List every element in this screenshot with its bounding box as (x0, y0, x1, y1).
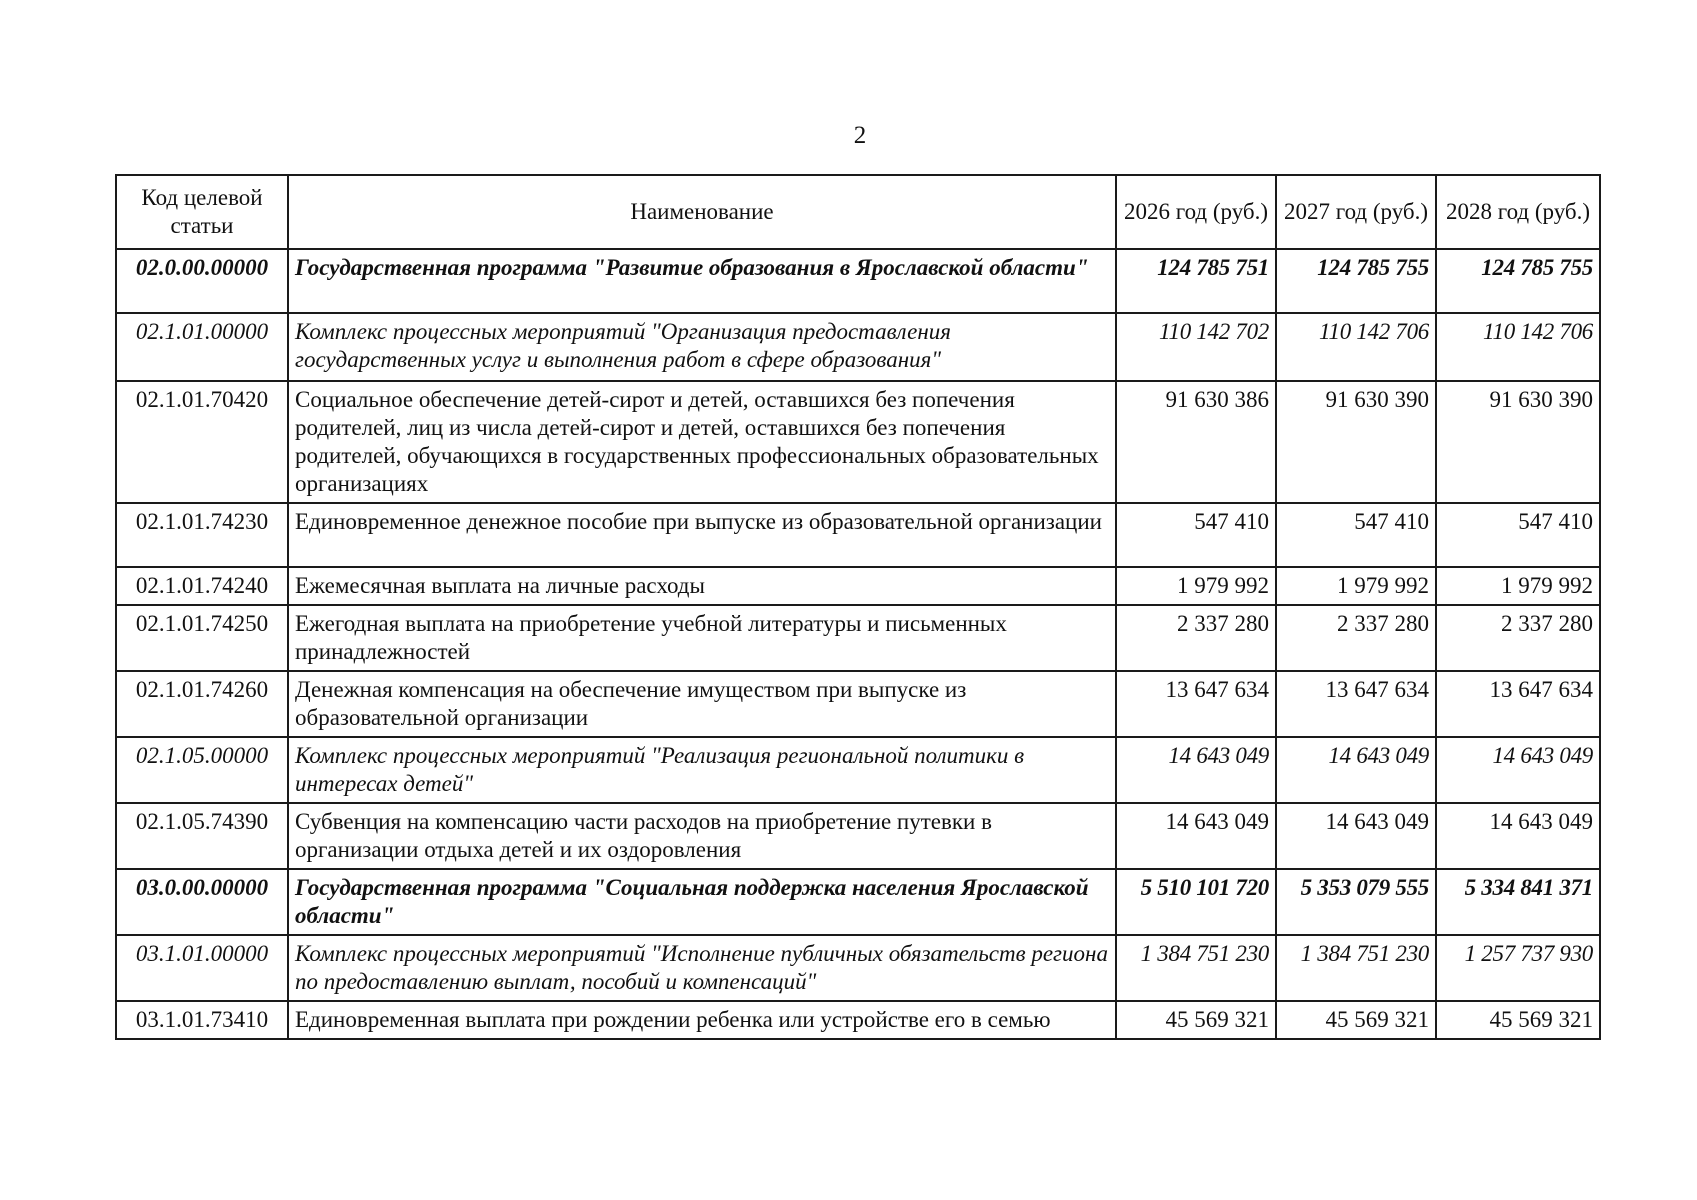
cell-name: Ежегодная выплата на приобретение учебной литературы и письменных принадлежностей (288, 605, 1116, 671)
cell-2026: 124 785 751 (1116, 249, 1276, 313)
cell-name: Государственная программа "Социальная поддержка населения Ярославской области" (288, 869, 1116, 935)
table-row (116, 671, 1600, 737)
cell-2026: 5 510 101 720 (1116, 869, 1276, 935)
table-row (116, 567, 1600, 605)
cell-name: Социальное обеспечение детей-сирот и детей, оставшихся без попечения родителей, лиц из числа детей-сирот и детей, оставшихся без попечения родителей, обучающихся в государственных профессиональных образовательных организациях (288, 381, 1116, 503)
cell-code: 02.1.01.74260 (116, 671, 288, 737)
cell-2028: 1 257 737 930 (1436, 935, 1600, 1001)
cell-2028: 547 410 (1436, 503, 1600, 567)
cell-2026: 1 979 992 (1116, 567, 1276, 605)
cell-name: Единовременная выплата при рождении ребенка или устройстве его в семью (288, 1001, 1116, 1039)
cell-name: Комплекс процессных мероприятий "Реализация региональной политики в интересах детей" (288, 737, 1116, 803)
cell-2026: 2 337 280 (1116, 605, 1276, 671)
cell-2028: 13 647 634 (1436, 671, 1600, 737)
budget-table (115, 174, 1601, 1040)
cell-2026: 45 569 321 (1116, 1001, 1276, 1039)
cell-2026: 14 643 049 (1116, 737, 1276, 803)
page-number: 2 (853, 122, 867, 149)
header-code: Код целевой статьи (116, 175, 288, 249)
cell-2028: 5 334 841 371 (1436, 869, 1600, 935)
cell-code: 02.1.01.74230 (116, 503, 288, 567)
cell-code: 03.1.01.00000 (116, 935, 288, 1001)
cell-code: 02.1.05.74390 (116, 803, 288, 869)
table-header (116, 175, 1600, 249)
cell-2026: 13 647 634 (1116, 671, 1276, 737)
cell-2027: 2 337 280 (1276, 605, 1436, 671)
cell-2027: 124 785 755 (1276, 249, 1436, 313)
table-row (116, 803, 1600, 869)
cell-code: 03.1.01.73410 (116, 1001, 288, 1039)
cell-2027: 110 142 706 (1276, 313, 1436, 381)
cell-2026: 14 643 049 (1116, 803, 1276, 869)
cell-code: 02.0.00.00000 (116, 249, 288, 313)
cell-2027: 1 979 992 (1276, 567, 1436, 605)
cell-name: Субвенция на компенсацию части расходов на приобретение путевки в организации отдыха детей и их оздоровления (288, 803, 1116, 869)
cell-2027: 13 647 634 (1276, 671, 1436, 737)
header-year-2028: 2028 год (руб.) (1436, 175, 1600, 249)
table-row (116, 935, 1600, 1001)
table-row (116, 1001, 1600, 1039)
cell-2028: 2 337 280 (1436, 605, 1600, 671)
cell-code: 02.1.01.70420 (116, 381, 288, 503)
cell-code: 02.1.05.00000 (116, 737, 288, 803)
cell-2028: 124 785 755 (1436, 249, 1600, 313)
cell-2027: 91 630 390 (1276, 381, 1436, 503)
cell-code: 02.1.01.74240 (116, 567, 288, 605)
cell-2028: 45 569 321 (1436, 1001, 1600, 1039)
table-body (116, 249, 1600, 1039)
cell-name: Комплекс процессных мероприятий "Организация предоставления государственных услуг и выполнения работ в сфере образования" (288, 313, 1116, 381)
cell-name: Комплекс процессных мероприятий "Исполнение публичных обязательств региона по предоставлению выплат, пособий и компенсаций" (288, 935, 1116, 1001)
header-year-2027: 2027 год (руб.) (1276, 175, 1436, 249)
cell-code: 02.1.01.00000 (116, 313, 288, 381)
cell-2028: 1 979 992 (1436, 567, 1600, 605)
cell-2027: 5 353 079 555 (1276, 869, 1436, 935)
cell-name: Единовременное денежное пособие при выпуске из образовательной организации (288, 503, 1116, 567)
cell-name: Государственная программа "Развитие образования в Ярославской области" (288, 249, 1116, 313)
cell-2027: 547 410 (1276, 503, 1436, 567)
cell-2028: 91 630 390 (1436, 381, 1600, 503)
table-row (116, 503, 1600, 567)
cell-2026: 1 384 751 230 (1116, 935, 1276, 1001)
cell-2027: 45 569 321 (1276, 1001, 1436, 1039)
header-year-2026: 2026 год (руб.) (1116, 175, 1276, 249)
cell-2027: 1 384 751 230 (1276, 935, 1436, 1001)
cell-2027: 14 643 049 (1276, 803, 1436, 869)
cell-2026: 91 630 386 (1116, 381, 1276, 503)
cell-code: 03.0.00.00000 (116, 869, 288, 935)
cell-2026: 547 410 (1116, 503, 1276, 567)
cell-2028: 14 643 049 (1436, 803, 1600, 869)
cell-2027: 14 643 049 (1276, 737, 1436, 803)
table-row (116, 605, 1600, 671)
cell-2028: 14 643 049 (1436, 737, 1600, 803)
header-name: Наименование (288, 175, 1116, 249)
table-row (116, 869, 1600, 935)
table-row (116, 249, 1600, 313)
header-row (116, 175, 1600, 249)
cell-code: 02.1.01.74250 (116, 605, 288, 671)
cell-name: Денежная компенсация на обеспечение имуществом при выпуске из образовательной организации (288, 671, 1116, 737)
table-row (116, 313, 1600, 381)
table-row (116, 737, 1600, 803)
cell-name: Ежемесячная выплата на личные расходы (288, 567, 1116, 605)
cell-2028: 110 142 706 (1436, 313, 1600, 381)
cell-2026: 110 142 702 (1116, 313, 1276, 381)
table-row (116, 381, 1600, 503)
